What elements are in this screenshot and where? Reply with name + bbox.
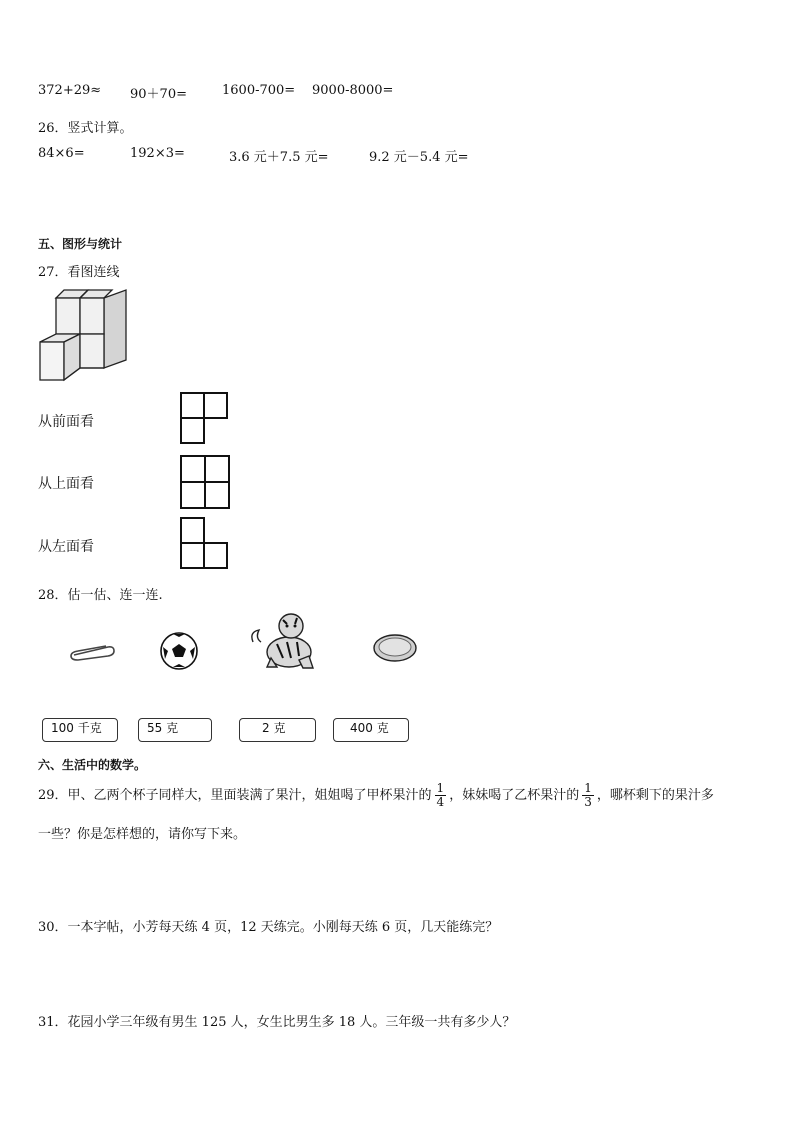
expr-4: 9000-8000= — [312, 83, 394, 98]
q29-text-1: 29．甲、乙两个杯子同样大，里面装满了果汁，姐姐喝了甲杯果汁的 — [38, 788, 432, 803]
q31-text: 31．花园小学三年级有男生 125 人，女生比男生多 18 人。三年级一共有多少人？ — [38, 1015, 516, 1030]
fraction-numerator: 1 — [584, 781, 592, 795]
view-shape-b — [180, 455, 232, 511]
fraction-one-third — [582, 782, 594, 809]
q27-title: 27．看图连线 — [38, 265, 120, 280]
view-shape-c — [180, 517, 230, 571]
paperclip-icon — [68, 643, 118, 661]
fraction-denominator: 4 — [436, 795, 445, 809]
answer-box-3[interactable]: 2 克 — [239, 718, 316, 742]
expr-3: 1600-700= — [222, 83, 296, 98]
view-label-left: 从左面看 — [38, 539, 94, 555]
q26-title: 26．竖式计算。 — [38, 121, 133, 136]
q29-line-2: 一些？你是怎样想的，请你写下来。 — [38, 827, 247, 842]
q30-text: 30．一本字帖，小芳每天练 4 页，12 天练完。小刚每天练 6 页，几天能练完？ — [38, 920, 499, 935]
q28-title: 28．估一估、连一连. — [38, 588, 163, 603]
expr-1: 372+29≈ — [38, 83, 102, 98]
tiger-icon — [247, 612, 323, 670]
q29-text-2: ，妹妹喝了乙杯果汁的 — [449, 788, 580, 803]
q26-item-4: 9.2 元－5.4 元= — [369, 150, 469, 165]
answer-box-1[interactable]: 100 千克 — [42, 718, 118, 742]
q26-item-3: 3.6 元＋7.5 元= — [229, 150, 329, 165]
view-label-top: 从上面看 — [38, 476, 94, 492]
plate-icon — [372, 632, 418, 664]
view-label-front: 从前面看 — [38, 414, 94, 430]
answer-box-4[interactable]: 400 克 — [333, 718, 409, 742]
cube-stack-figure — [38, 288, 130, 384]
fraction-one-quarter — [435, 782, 447, 809]
section-6-heading: 六、生活中的数学。 — [38, 758, 147, 772]
fraction-numerator: 1 — [436, 781, 445, 795]
answer-box-2[interactable]: 55 克 — [138, 718, 212, 742]
q26-item-2: 192×3= — [130, 146, 185, 161]
q29-text-3: ，哪杯剩下的果汁多 — [596, 788, 714, 803]
fraction-denominator: 3 — [584, 795, 592, 809]
q26-item-1: 84×6= — [38, 146, 85, 161]
view-shape-a — [180, 392, 230, 446]
section-5-heading: 五、图形与统计 — [38, 237, 123, 251]
soccer-ball-icon — [159, 631, 199, 671]
q29-line-1 — [38, 776, 714, 816]
expr-2: 90＋70= — [130, 87, 187, 102]
